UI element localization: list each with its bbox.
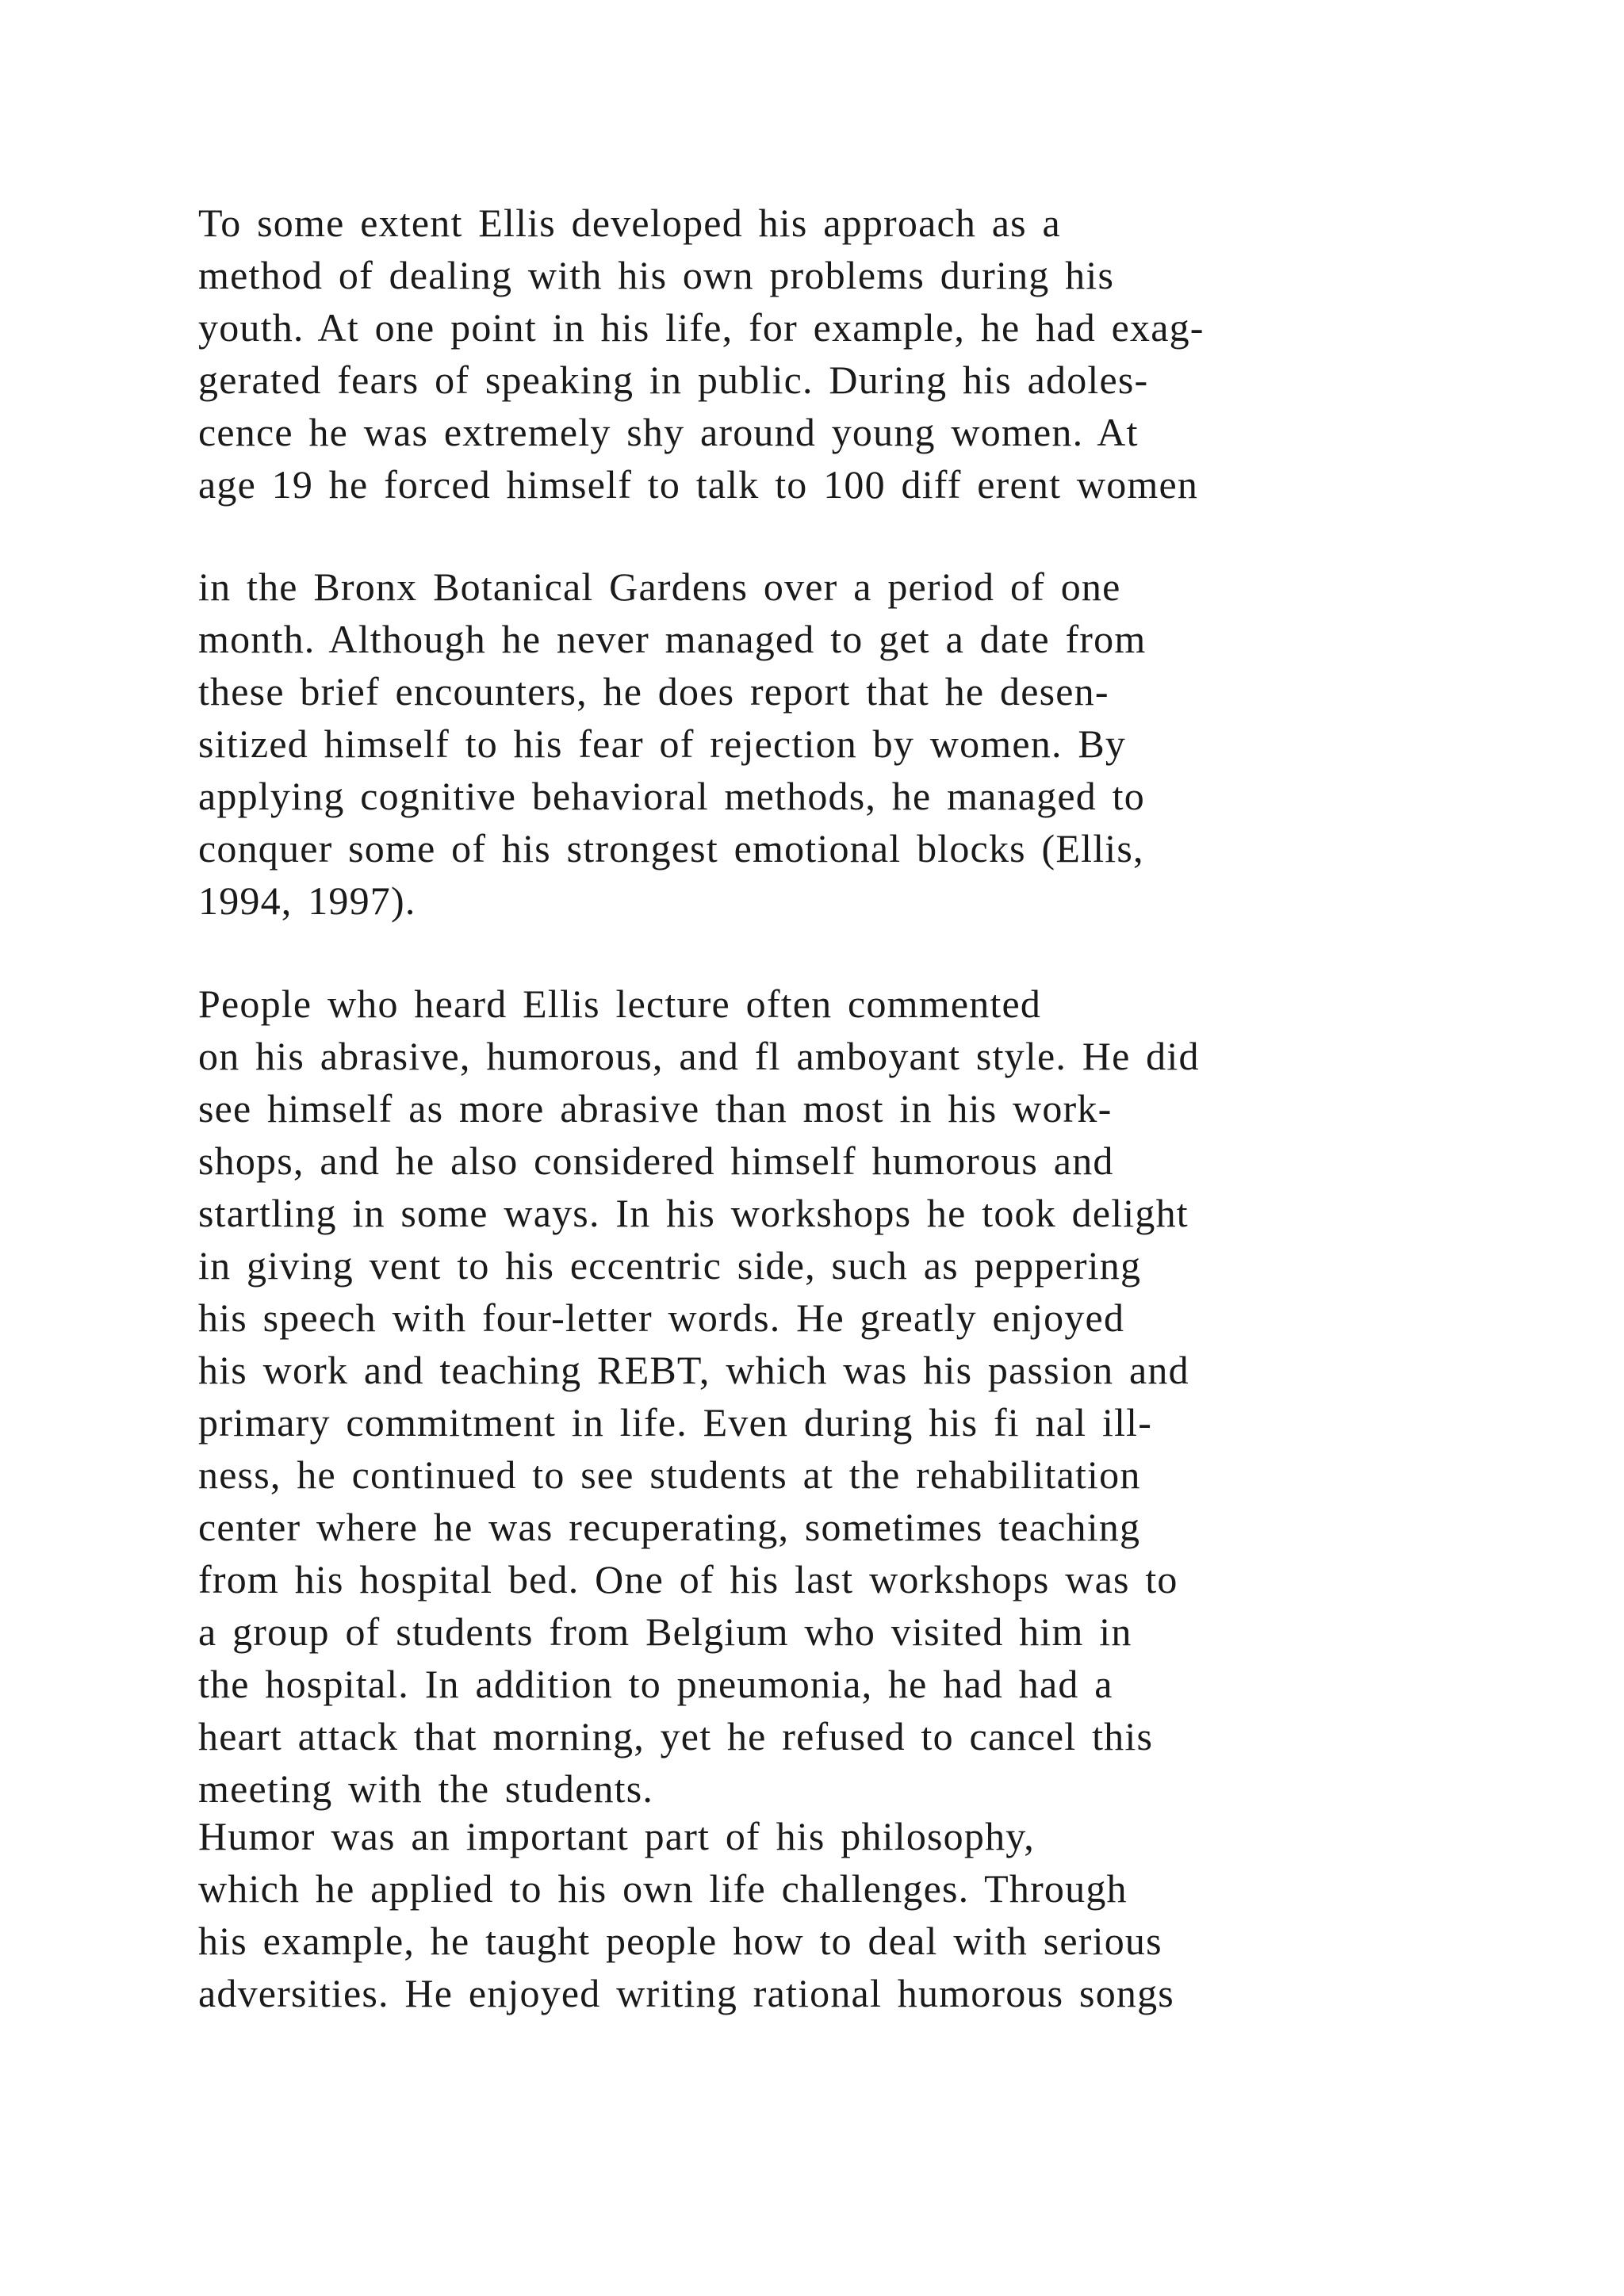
text-line: his example, he taught people how to deal with serious [198,1919,1162,1963]
text-line: startling in some ways. In his workshops he took delight [198,1191,1189,1235]
text-line: gerated fears of speaking in public. During his adoles- [198,358,1149,402]
text-line: primary commitment in life. Even during his fi nal ill- [198,1400,1153,1445]
text-line: applying cognitive behavioral methods, he managed to [198,774,1145,818]
text-line: which he applied to his own life challenges. Through [198,1866,1128,1911]
text-line: from his hospital bed. One of his last workshops was to [198,1557,1178,1601]
text-line: youth. At one point in his life, for example, he had exag- [198,305,1205,350]
text-line: his speech with four-letter words. He greatly enjoyed [198,1295,1125,1340]
text-line: heart attack that morning, yet he refused to cancel this [198,1714,1154,1758]
text-line: see himself as more abrasive than most in his work- [198,1086,1113,1131]
text-line: his work and teaching REBT, which was his passion and [198,1348,1189,1392]
text-line: center where he was recuperating, sometimes teaching [198,1505,1141,1549]
paragraph-botanical-gardens [198,561,1562,927]
text-line: shops, and he also considered himself humorous and [198,1138,1114,1183]
paragraph-lecture-style [198,978,1562,1815]
text-line: on his abrasive, humorous, and fl amboyant style. He did [198,1034,1200,1078]
text-line: Humor was an important part of his philosophy, [198,1814,1035,1858]
text-line: adversities. He enjoyed writing rational humorous songs [198,1971,1174,2015]
paragraph-humor [198,1810,1562,2019]
text-line: ness, he continued to see students at the rehabilitation [198,1452,1141,1497]
text-line: sitized himself to his fear of rejection by women. By [198,721,1127,766]
text-line: age 19 he forced himself to talk to 100 diff erent women [198,462,1199,507]
text-line: a group of students from Belgium who visited him in [198,1609,1132,1654]
text-line: in the Bronx Botanical Gardens over a period of one [198,564,1121,609]
text-line: cence he was extremely shy around young women. At [198,410,1139,454]
text-line: method of dealing with his own problems during his [198,253,1115,297]
text-line: 1994, 1997). [198,878,416,923]
text-line: conquer some of his strongest emotional blocks (Ellis, [198,826,1144,871]
paragraph-shyness [198,197,1562,511]
text-line: meeting with the students. [198,1766,654,1811]
text-line: in giving vent to his eccentric side, such as peppering [198,1243,1142,1288]
text-line: To some extent Ellis developed his approach as a [198,201,1061,245]
text-line: month. Although he never managed to get a date from [198,617,1147,661]
text-line: People who heard Ellis lecture often commented [198,982,1042,1026]
text-line: the hospital. In addition to pneumonia, he had had a [198,1662,1113,1706]
text-line: these brief encounters, he does report that he desen- [198,669,1109,714]
